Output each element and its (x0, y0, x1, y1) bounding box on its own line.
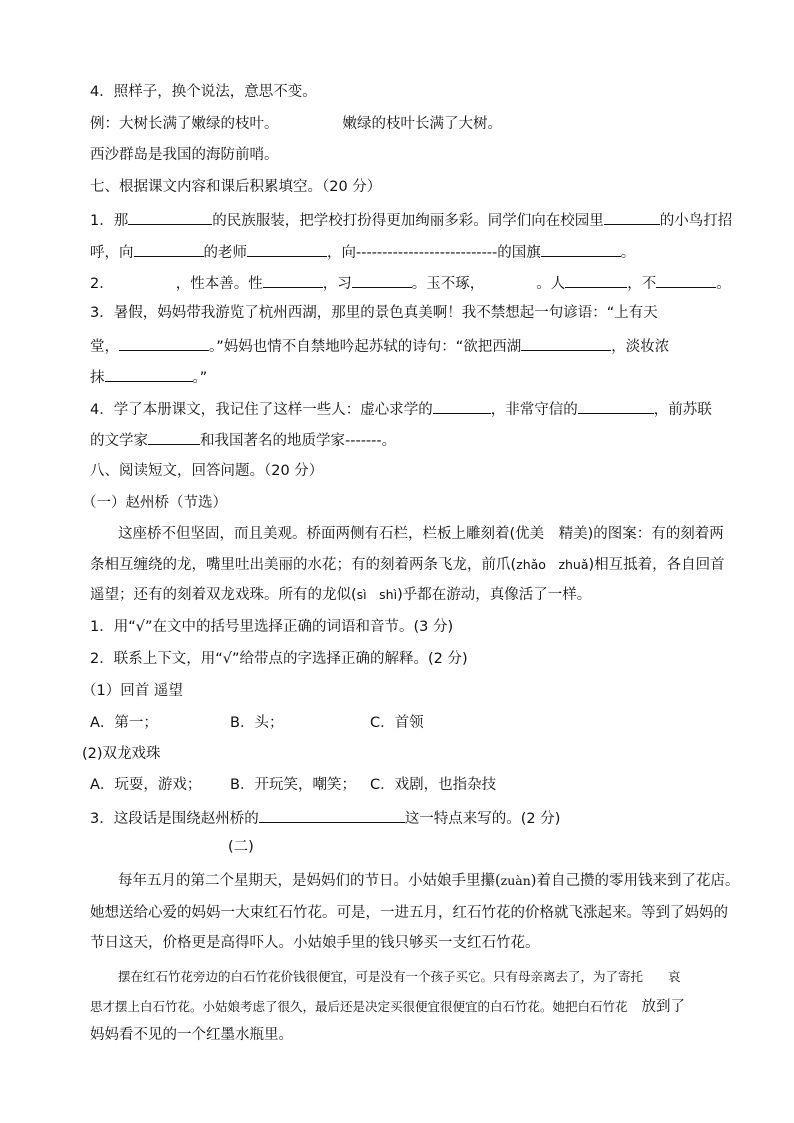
text: 。” (192, 370, 208, 386)
fill-blank[interactable] (578, 399, 654, 414)
pinyin-choice: zhǎo zhuǎ (516, 557, 589, 572)
option-b[interactable]: B．开玩笑，嘲笑； (230, 777, 356, 793)
passage-2-line-1 (118, 872, 739, 890)
pinyin-choice: sì shì (356, 587, 398, 602)
text: ，习 (322, 276, 352, 292)
example-right: 嫩绿的枝叶长满了大树。 (342, 116, 502, 132)
s7-item-2 (90, 273, 731, 293)
s7-item-4-line-1 (90, 399, 712, 419)
fill-blank[interactable] (105, 367, 193, 382)
text: 3．这段话是围绕赵州桥的 (90, 811, 259, 827)
s8-question-2: 2．联系上下文，用“√”给带点的字选择正确的解释。(2 分) (90, 651, 468, 667)
question-4-task: 西沙群岛是我国的海防前哨。 (90, 147, 279, 163)
example-left: 例：大树长满了嫩绿的枝叶。 (90, 116, 279, 132)
text: 条相互缠绕的龙，嘴里吐出美丽的水花；有的刻着两条飞龙，前爪( (90, 557, 517, 573)
text: 。”妈妈也情不自禁地吟起苏轼的诗句：“欲把西湖 (209, 339, 522, 355)
s8-question-2-1-options (90, 714, 424, 732)
text: 2． (90, 276, 114, 292)
fill-blank[interactable] (148, 430, 200, 445)
option-b[interactable]: B．头； (230, 715, 284, 731)
text: 的文学家 (90, 433, 148, 449)
s7-item-1-line-2 (90, 242, 635, 262)
text: ，性本善。性 (175, 276, 263, 292)
fill-blank[interactable] (247, 242, 327, 257)
text: 每年五月的第二个星期天，是妈妈们的节日。小姑娘手里攥( (118, 873, 501, 889)
fill-blank[interactable] (565, 273, 627, 288)
option-a[interactable]: A．玩耍，游戏； (90, 777, 202, 793)
fill-blank[interactable] (128, 210, 212, 225)
passage-2-line-5 (90, 998, 685, 1016)
text: 。玉不琢， (411, 276, 485, 292)
text: 和我国著名的地质学家-------。 (200, 433, 397, 449)
text: 这一特点来写的。(2 分) (404, 811, 561, 827)
passage-1-line-3 (90, 586, 591, 604)
text: 抹 (90, 370, 105, 386)
passage-1-line-1: 这座桥不但坚固，而且美观。桥面两侧有石栏，栏板上雕刻着(优美 精美)的图案：有的刻着两 (118, 526, 724, 542)
s7-item-3-line-3 (90, 367, 207, 387)
text: 放到了 (641, 999, 686, 1015)
option-a[interactable]: A．第一； (90, 715, 158, 731)
passage-2-line-4: 摆在红石竹花旁边的白石竹花价钱很便宜，可是没有一个孩子买它。只有母亲离去了，为了寄托 哀 (118, 969, 681, 984)
example-line (90, 115, 502, 133)
text: ，向---------------------------的国旗 (327, 245, 541, 261)
fill-blank[interactable] (259, 808, 405, 823)
s8-question-1: 1．用“√”在文中的括号里选择正确的词语和音节。(3 分) (90, 619, 454, 635)
text: ，非常守信的 (490, 402, 578, 418)
fill-blank[interactable] (521, 336, 611, 351)
pinyin: zuàn (500, 873, 531, 888)
s8-question-2-1: （1）回首 遥望 (82, 683, 183, 699)
section-7-heading: 七、根据课文内容和课后积累填空。（20 分） (90, 179, 382, 195)
s8-question-3 (90, 808, 560, 828)
text: )乎都在游动，真像活了一样。 (397, 587, 592, 603)
s7-item-3-line-2 (90, 336, 669, 356)
passage-2-line-6: 妈妈看不见的一个红墨水瓶里。 (90, 1027, 293, 1043)
text: 思才摆上白石竹花。小姑娘考虑了很久，最后还是决定买很便宜很便宜的白石竹花。她把白石竹花 (90, 999, 628, 1014)
text: 。 (716, 276, 731, 292)
text: 呼，向 (90, 245, 134, 261)
text: 。人 (536, 276, 566, 292)
text: 4．学了本册课文，我记住了这样一些人：虚心求学的 (90, 402, 433, 418)
question-4-title: 4．照样子，换个说法，意思不变。 (90, 84, 317, 100)
option-c[interactable]: C．戏剧，也指杂技 (370, 777, 497, 793)
section-8-heading: 八、阅读短文，回答问题。（20 分） (90, 463, 324, 479)
s8-question-2-2-options (90, 776, 496, 794)
text: 的小鸟打招 (659, 213, 733, 229)
s7-item-4-line-2 (90, 430, 396, 450)
fill-blank[interactable] (541, 242, 621, 257)
passage-2-line-2: 她想送给心爱的妈妈一大束红石竹花。可是，一进五月，红石竹花的价格就飞涨起来。等到了妈妈的 (90, 905, 728, 921)
fill-blank[interactable] (134, 242, 204, 257)
option-c[interactable]: C．首领 (370, 715, 424, 731)
text: 遥望；还有的刻着双龙戏珠。所有的龙似( (90, 587, 357, 603)
text: 的老师 (203, 245, 247, 261)
text: 1．那 (90, 213, 129, 229)
fill-blank[interactable] (263, 273, 323, 288)
fill-blank[interactable] (604, 210, 660, 225)
text: 堂， (90, 339, 119, 355)
fill-blank[interactable] (433, 399, 491, 414)
s7-item-3-line-1: 3．暑假，妈妈带我游览了杭州西湖，那里的景色真美啊！我不禁想起一句谚语：“上有天 (90, 305, 658, 321)
fill-blank[interactable] (119, 336, 209, 351)
passage-2-line-3: 节日这天，价格更是高得吓人。小姑娘手里的钱只够买一支红石竹花。 (90, 935, 540, 951)
passage-1-title: （一）赵州桥（节选） (82, 495, 227, 511)
fill-blank[interactable] (352, 273, 412, 288)
text: 。 (620, 245, 636, 261)
s8-question-2-2: (2)双龙戏珠 (82, 746, 161, 762)
passage-2-title: (二) (228, 839, 254, 855)
text: ，前苏联 (653, 402, 712, 418)
text: )相互抵着，各自回首 (588, 557, 725, 573)
text: 的民族服装，把学校打扮得更加绚丽多彩。同学们向在校园里 (212, 213, 604, 229)
text: ，淡妆浓 (611, 339, 670, 355)
fill-blank[interactable] (656, 273, 716, 288)
text: )着自己攒的零用钱来到了花店。 (530, 873, 740, 889)
s7-item-1-line-1 (90, 210, 732, 230)
text: ，不 (627, 276, 657, 292)
passage-1-line-2 (90, 556, 725, 574)
